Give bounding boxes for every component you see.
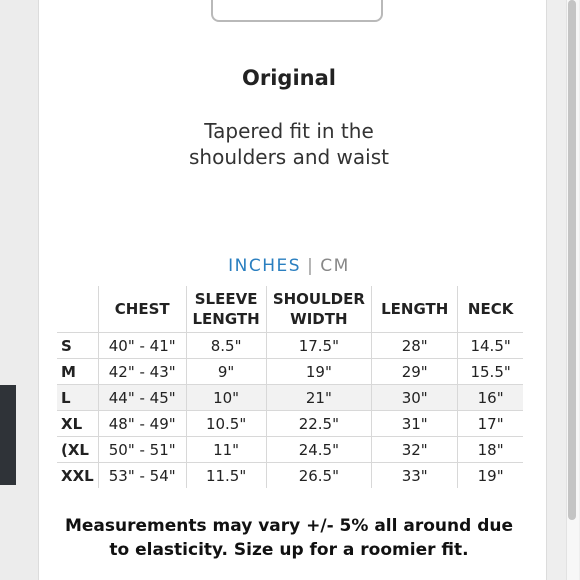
size-label: XXL (57, 463, 98, 489)
unit-separator: | (307, 256, 315, 276)
neck-value: 14.5" (458, 333, 523, 359)
sleeve-value: 9" (186, 359, 266, 385)
page-backdrop-image (0, 385, 16, 485)
shoulder-value: 17.5" (266, 333, 372, 359)
chest-value: 53" - 54" (98, 463, 186, 489)
neck-value: 17" (458, 411, 523, 437)
length-value: 29" (372, 359, 458, 385)
shoulder-value: 22.5" (266, 411, 372, 437)
unit-toggle (39, 256, 539, 276)
header-sleeve-length (186, 286, 266, 333)
shoulder-value: 21" (266, 385, 372, 411)
table-row (57, 359, 523, 385)
shoulder-value: 24.5" (266, 437, 372, 463)
size-label: XL (57, 411, 98, 437)
table-row (57, 463, 523, 489)
neck-value: 16" (458, 385, 523, 411)
fit-title: Original (242, 66, 336, 90)
sleeve-value: 10.5" (186, 411, 266, 437)
header-shoulder-line-2: WIDTH (290, 310, 348, 328)
header-neck: NECK (467, 300, 514, 318)
fit-description (39, 118, 539, 170)
elasticity-note-line-2: to elasticity. Size up for a roomier fit. (109, 540, 469, 560)
neck-value: 19" (458, 463, 523, 489)
shoulder-value: 26.5" (266, 463, 372, 489)
fit-description-line-1: Tapered fit in the (204, 119, 374, 143)
table-row (57, 437, 523, 463)
length-value: 32" (372, 437, 458, 463)
sleeve-value: 8.5" (186, 333, 266, 359)
unit-inches-option[interactable]: INCHES (228, 256, 302, 276)
table-row (57, 411, 523, 437)
chest-value: 48" - 49" (98, 411, 186, 437)
neck-value: 15.5" (458, 359, 523, 385)
chest-value: 44" - 45" (98, 385, 186, 411)
length-value: 28" (372, 333, 458, 359)
chest-value: 40" - 41" (98, 333, 186, 359)
sleeve-value: 11" (186, 437, 266, 463)
header-size (57, 286, 98, 333)
header-length: LENGTH (372, 286, 458, 333)
header-shoulder-line-1: SHOULDER (272, 290, 365, 308)
table-row (57, 385, 523, 411)
length-value: 33" (372, 463, 458, 489)
table-header-row (57, 286, 523, 333)
elasticity-note-line-1: Measurements may vary +/- 5% all around due (64, 516, 514, 536)
length-value: 31" (372, 411, 458, 437)
chest-value: 50" - 51" (98, 437, 186, 463)
size-label: S (57, 333, 98, 359)
page-backdrop-left (0, 0, 38, 580)
chest-value: 42" - 43" (98, 359, 186, 385)
header-sleeve-line-1: SLEEVE (194, 290, 258, 308)
length-value: 30" (372, 385, 458, 411)
neck-value: 18" (458, 437, 523, 463)
size-label: (XL (57, 437, 98, 463)
unit-cm-option[interactable]: CM (320, 256, 350, 276)
header-sleeve-line-2: LENGTH (192, 310, 260, 328)
table-row (57, 333, 523, 359)
fit-description-line-2: shoulders and waist (189, 145, 389, 169)
shoulder-value: 19" (266, 359, 372, 385)
sleeve-value: 10" (186, 385, 266, 411)
header-chest: CHEST (98, 286, 186, 333)
size-label: M (57, 359, 98, 385)
sleeve-value: 11.5" (186, 463, 266, 489)
size-chart-modal (38, 0, 547, 580)
scrollbar-thumb[interactable] (568, 0, 576, 520)
shirt-hem-icon (211, 0, 383, 22)
size-chart-table (57, 286, 523, 488)
elasticity-note (39, 514, 539, 562)
header-shoulder-width (266, 286, 372, 333)
size-label: L (57, 385, 98, 411)
